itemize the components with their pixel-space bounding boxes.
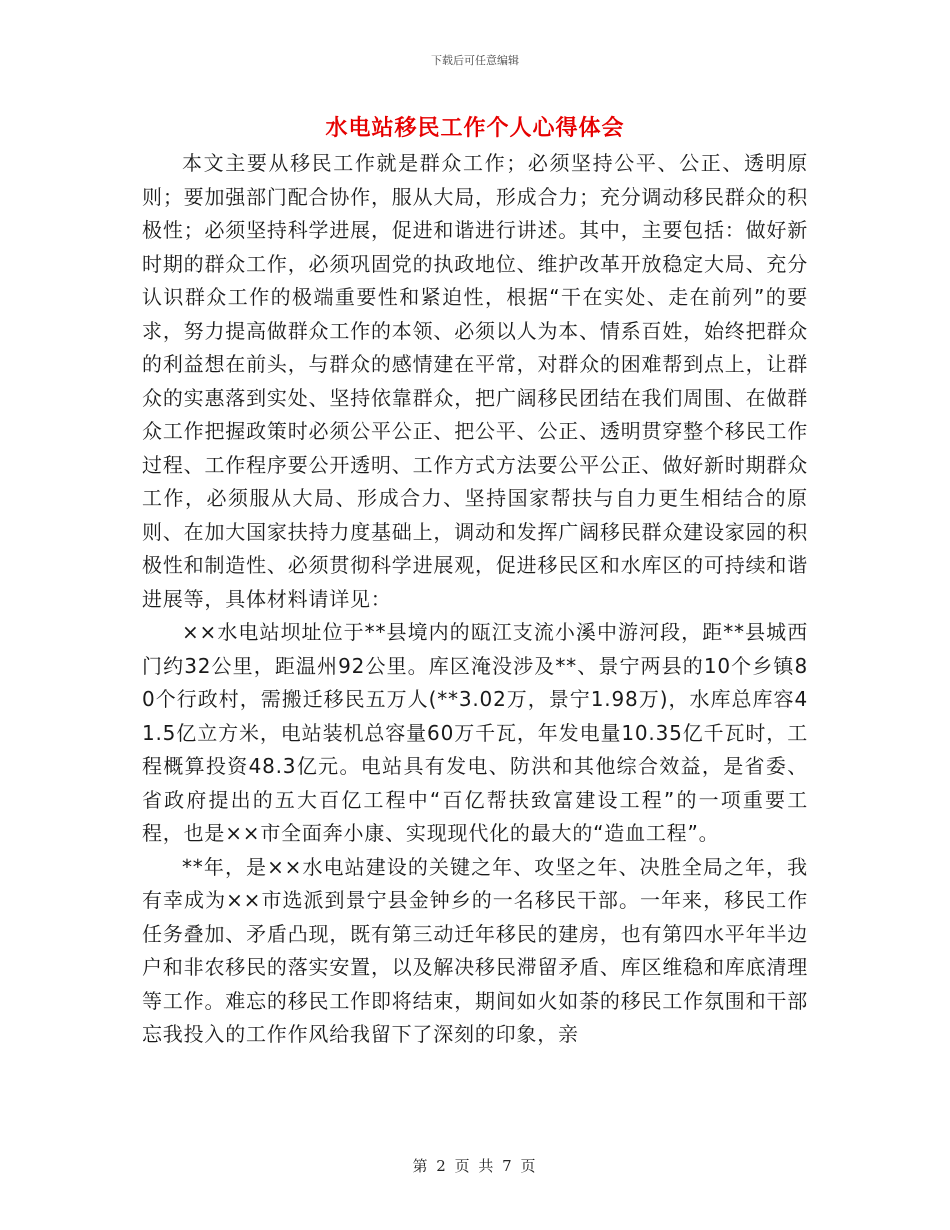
document-title: 水电站移民工作个人心得体会 <box>325 116 625 141</box>
paragraph-personal-experience: **年，是××水电站建设的关键之年、攻坚之年、决胜全局之年，我有幸成为××市选派到景宁县金钟乡的一名移民干部。一年来，移民工作任务叠加、矛盾凸现，既有第三动迁年移民的建房，也有第四水平年半边户和非农移民的落实安置，以及解决移民滞留矛盾、库区维稳和库底清理等工作。难忘的移民工作即将结束，期间如火如荼的移民工作氛围和干部忘我投入的工作作风给我留下了深刻的印象，亲 <box>142 854 808 1046</box>
document-body <box>142 147 808 1052</box>
page-footer: 第 2 页 共 7 页 <box>412 1157 538 1175</box>
header-note: 下载后可任意编辑 <box>431 54 519 67</box>
paragraph-project-overview: ××水电站坝址位于**县境内的瓯江支流小溪中游河段，距**县城西门约32公里，距温州92公里。库区淹没涉及**、景宁两县的10个乡镇80个行政村，需搬迁移民五万人(**3.02万，景宁1.98万)，水库总库容41.5亿立方米，电站装机总容量60万千瓦，年发电量10.35亿千瓦时，工程概算投资48.3亿元。电站具有发电、防洪和其他综合效益，是省委、省政府提出的五大百亿工程中“百亿帮扶致富建设工程”的一项重要工程，也是××市全面奔小康、实现现代化的最大的“造血工程”。 <box>142 620 808 845</box>
paragraph-summary: 本文主要从移民工作就是群众工作；必须坚持公平、公正、透明原则；要加强部门配合协作，服从大局，形成合力；充分调动移民群众的积极性；必须坚持科学进展，促进和谐进行讲述。其中，主要包括：做好新时期的群众工作，必须巩固党的执政地位、维护改革开放稳定大局、充分认识群众工作的极端重要性和紧迫性，根据“干在实处、走在前列”的要求，努力提高做群众工作的本领、必须以人为本、情系百姓，始终把群众的利益想在前头，与群众的感情建在平常，对群众的困难帮到点上，让群众的实惠落到实处、坚持依靠群众，把广阔移民团结在我们周围、在做群众工作把握政策时必须公平公正、把公平、公正、透明贯穿整个移民工作过程、工作程序要公开透明、工作方式方法要公平公正、做好新时期群众工作，必须服从大局、形成合力、坚持国家帮扶与自力更生相结合的原则、在加大国家扶持力度基础上，调动和发挥广阔移民群众建设家园的积极性和制造性、必须贯彻科学进展观，促进移民区和水库区的可持续和谐进展等，具体材料请详见： <box>142 151 808 611</box>
